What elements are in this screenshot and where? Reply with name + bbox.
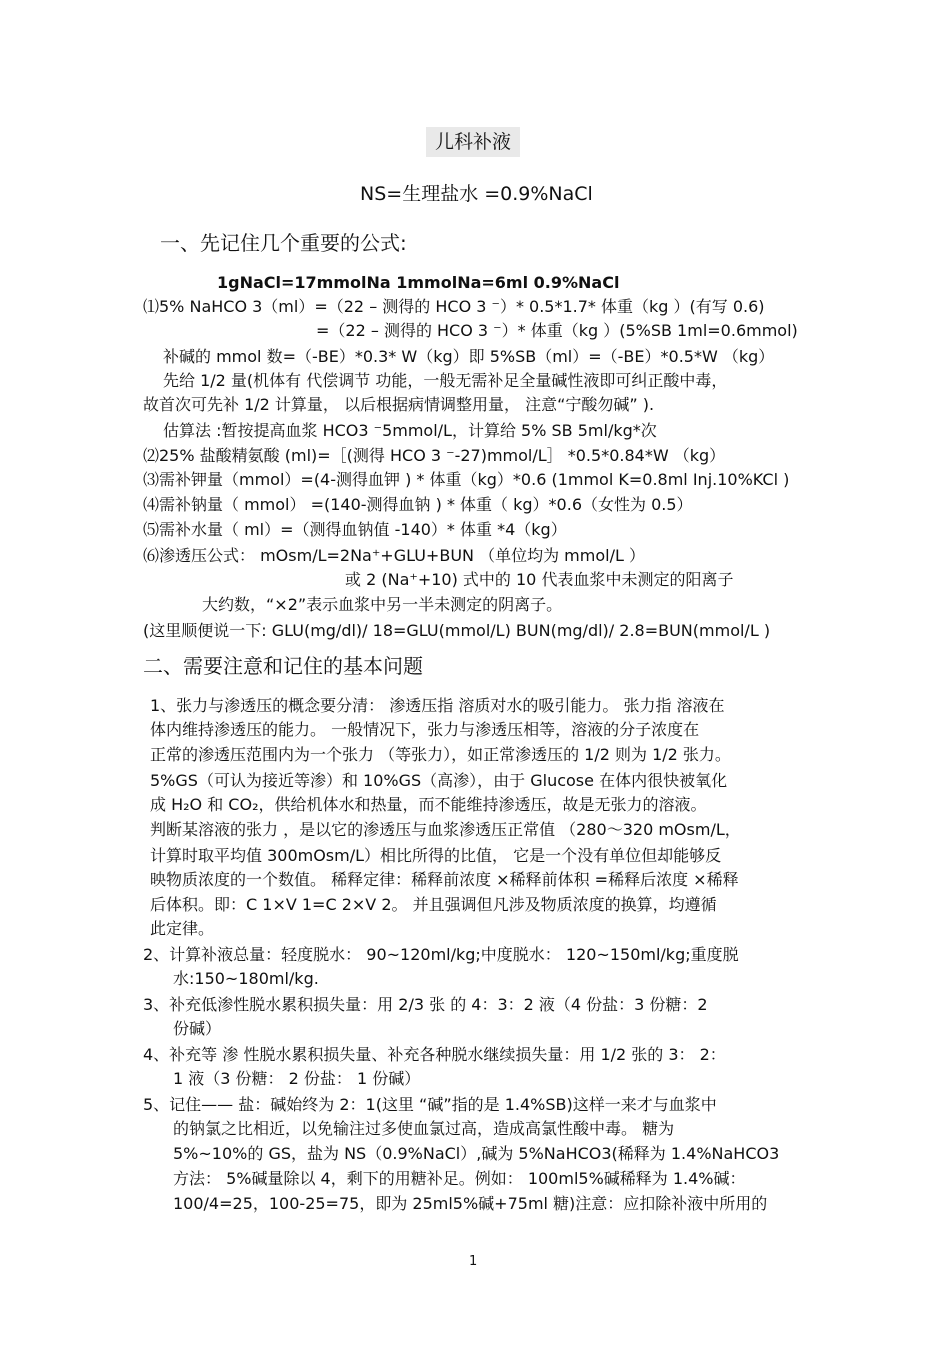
formula-line: ⑴5% NaHCO 3（ml）=（22 – 测得的 HCO 3 ⁻）* 0.5*1.7* 体重（kg ）(有写 0.6) bbox=[143, 297, 765, 316]
body-line: 3、补充低渗性脱水累积损失量：用 2/3 张 的 4：3：2 液（4 份盐：3 份糖：2 bbox=[143, 995, 708, 1014]
formula-line: 补碱的 mmol 数=（-BE）*0.3* W（kg）即 5%SB（ml）=（-BE）*0.5*W （kg） bbox=[163, 347, 775, 366]
formula-line: 或 2 (Na⁺+10) 式中的 10 代表血浆中未测定的阳离子 bbox=[345, 570, 734, 589]
formula-line: 1gNaCl=17mmolNa 1mmolNa=6ml 0.9%NaCl bbox=[217, 273, 620, 292]
page-number: 1 bbox=[469, 1254, 478, 1269]
body-line: 方法： 5%碱量除以 4，剩下的用糖补足。例如： 100ml5%碱稀释为 1.4%碱： bbox=[173, 1169, 746, 1188]
document-title: 儿科补液 bbox=[426, 127, 520, 157]
body-line: 4、补充等 渗 性脱水累积损失量、补充各种脱水继续损失量：用 1/2 张的 3： 2： bbox=[143, 1045, 726, 1064]
formula-line: ⑹渗透压公式： mOsm/L=2Na⁺+GLU+BUN （单位均为 mmol/L ） bbox=[143, 546, 645, 565]
body-line: 此定律。 bbox=[150, 919, 215, 938]
formula-line: 先给 1/2 量(机体有 代偿调节 功能，一般无需补足全量碱性液即可纠正酸中毒， bbox=[163, 371, 728, 390]
body-line: 份碱） bbox=[173, 1019, 222, 1038]
body-line: 映物质浓度的一个数值。 稀释定律：稀释前浓度 ×稀释前体积 =稀释后浓度 ×稀释 bbox=[150, 870, 739, 889]
body-line: 计算时取平均值 300mOsm/L）相比所得的比值， 它是一个没有单位但却能够反 bbox=[150, 846, 722, 865]
body-line: 5%GS（可认为接近等渗）和 10%GS（高渗），由于 Glucose 在体内很快被氧化 bbox=[150, 771, 728, 790]
formula-line: ⑷需补钠量（ mmol） =(140-测得血钠 ) * 体重（ kg）*0.6（女性为 0.5） bbox=[143, 495, 693, 514]
formula-line: ⑸需补水量（ ml）=（测得血钠值 -140）* 体重 *4（kg） bbox=[143, 520, 567, 539]
body-line: 判断某溶液的张力 ，是以它的渗透压与血浆渗透压正常值 （280～320 mOsm/L， bbox=[150, 820, 741, 839]
formula-line: 大约数，“×2”表示血浆中另一半未测定的阴离子。 bbox=[202, 595, 563, 614]
body-line: 的钠氯之比相近，以免输注过多使血氯过高，造成高氯性酸中毒。 糖为 bbox=[173, 1119, 675, 1138]
formula-line: (这里顺便说一下: GLU(mg/dl)/ 18=GLU(mmol/L) BUN(mg/dl)/ 2.8=BUN(mmol/L ) bbox=[143, 621, 771, 640]
body-line: 体内维持渗透压的能力。 一般情况下，张力与渗透压相等，溶液的分子浓度在 bbox=[150, 720, 700, 739]
section-heading-basics: 二、需要注意和记住的基本问题 bbox=[143, 654, 423, 678]
formula-line: 估算法 :暂按提高血浆 HCO3 ⁻5mmol/L，计算给 5% SB 5ml/kg*次 bbox=[163, 421, 657, 440]
formula-line: =（22 – 测得的 HCO 3 ⁻）* 体重（kg ）(5%SB 1ml=0.6mmol) bbox=[316, 321, 798, 340]
body-line: 水:150~180ml/kg. bbox=[173, 969, 319, 988]
body-line: 5、记住—— 盐：碱始终为 2：1(这里 “碱”指的是 1.4%SB)这样一来才与血浆中 bbox=[143, 1095, 717, 1114]
document-subtitle: NS=生理盐水 =0.9%NaCl bbox=[360, 183, 593, 205]
body-line: 2、计算补液总量：轻度脱水： 90~120ml/kg;中度脱水： 120~150ml/kg;重度脱 bbox=[143, 945, 739, 964]
body-line: 1、张力与渗透压的概念要分清： 渗透压指 溶质对水的吸引能力。 张力指 溶液在 bbox=[150, 696, 725, 715]
body-line: 1 液（3 份糖： 2 份盐： 1 份碱） bbox=[173, 1069, 421, 1088]
section-heading-formulas: 一、先记住几个重要的公式: bbox=[160, 231, 407, 255]
formula-line: ⑶需补钾量（mmol）=(4-测得血钾 ) * 体重（kg）*0.6 (1mmol K=0.8ml Inj.10%KCl ) bbox=[143, 470, 790, 489]
body-line: 5%~10%的 GS，盐为 NS（0.9%NaCl）,碱为 5%NaHCO3(稀释为 1.4%NaHCO3 bbox=[173, 1144, 780, 1163]
body-line: 100/4=25，100-25=75，即为 25ml5%碱+75ml 糖)注意：应扣除补液中所用的 bbox=[173, 1194, 768, 1213]
body-line: 成 H₂O 和 CO₂，供给机体水和热量，而不能维持渗透压，故是无张力的溶液。 bbox=[150, 795, 707, 814]
body-line: 正常的渗透压范围内为一个张力 （等张力），如正常渗透压的 1/2 则为 1/2 张力。 bbox=[150, 745, 731, 764]
formula-line: 故首次可先补 1/2 计算量， 以后根据病情调整用量， 注意“宁酸勿碱” ). bbox=[143, 395, 655, 414]
body-line: 后体积。即：C 1×V 1=C 2×V 2。 并且强调但凡涉及物质浓度的换算，均遵循 bbox=[150, 895, 717, 914]
formula-line: ⑵25% 盐酸精氨酸 (ml)=［(测得 HCO 3 ⁻-27)mmol/L］ *0.5*0.84*W （kg） bbox=[143, 446, 726, 465]
